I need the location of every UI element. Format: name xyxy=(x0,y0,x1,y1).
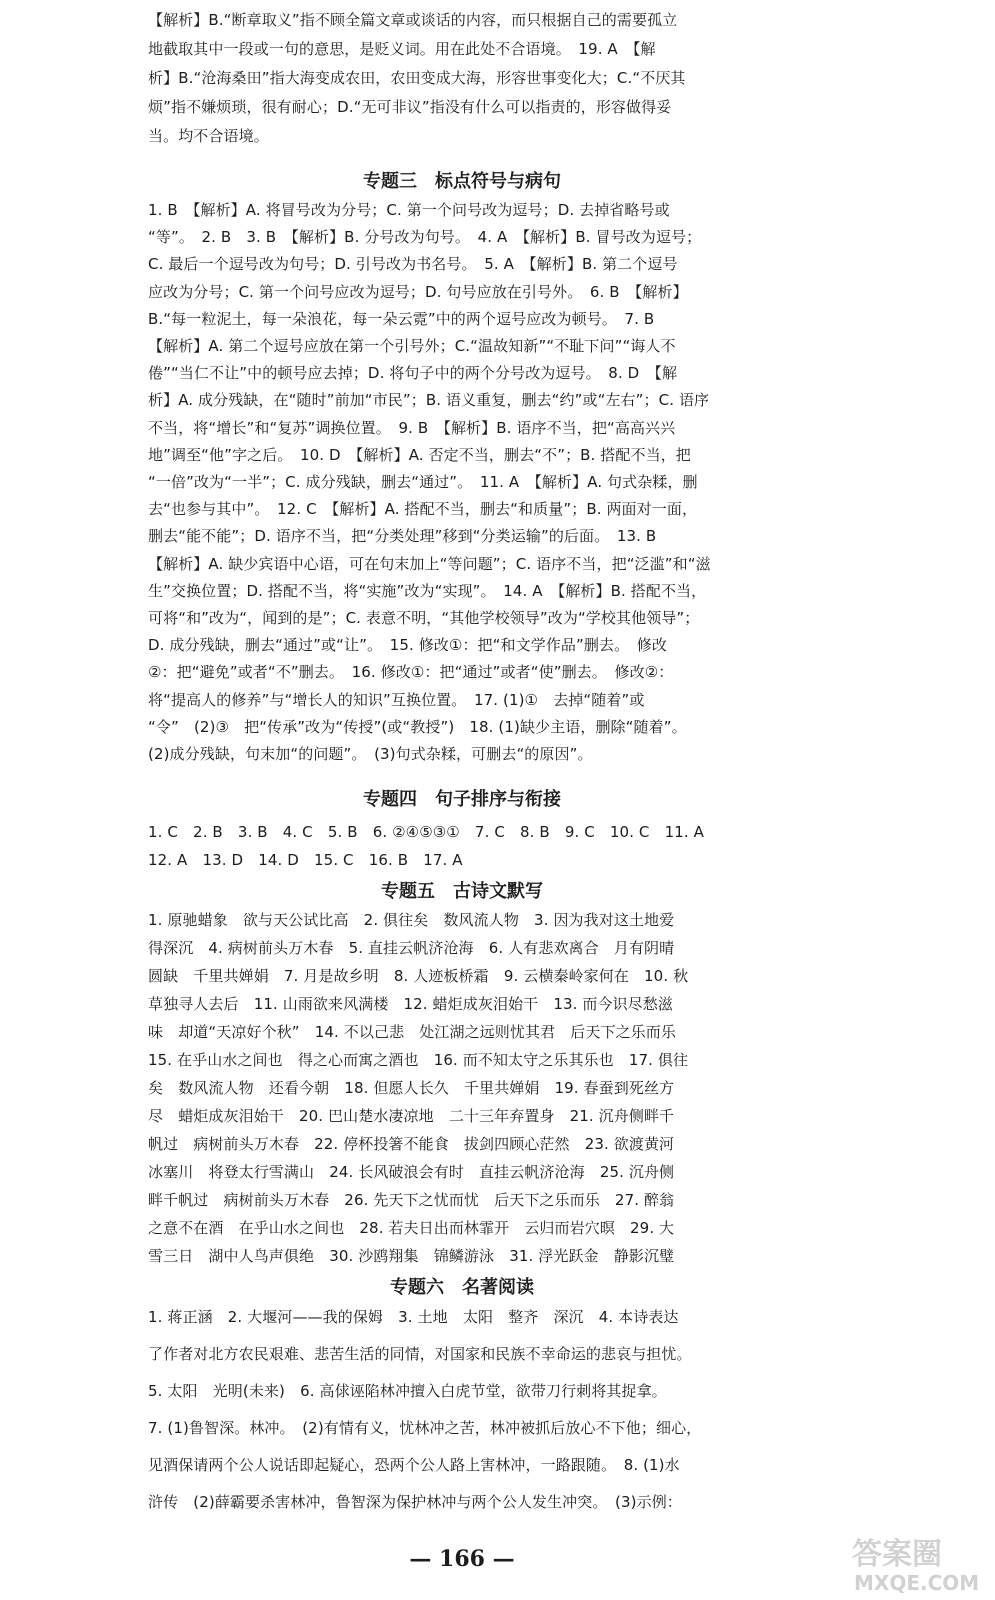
document-page xyxy=(148,0,776,1600)
section-heading-3: 专题三 标点符号与病句 xyxy=(363,171,561,192)
page-number: — 166 — xyxy=(409,1546,515,1572)
text-line: D. 成分残缺，删去“通过”或“让”。 15. 修改①：把“和文学作品”删去。 修改 xyxy=(148,636,667,655)
svg-text:答案圈: 答案圈 xyxy=(852,1537,942,1572)
text-line: 15. 在乎山水之间也 得之心而寓之酒也 16. 而不知太守之乐其乐也 17. 俱往 xyxy=(148,1051,689,1069)
text-line: 矣 数风流人物 还看今朝 18. 但愿人长久 千里共婵娟 19. 春蚕到死丝方 xyxy=(148,1079,675,1097)
text-line: 析】A. 成分残缺，在“随时”前加“市民”；B. 语义重复，删去“约”或“左右”；C. 语序 xyxy=(148,391,710,410)
text-line: 将“提高人的修养”与“增长人的知识”互换位置。 17. (1)① 去掉“随着”或 xyxy=(148,690,645,709)
text-line: 1. 原驰蜡象 欲与天公试比高 2. 俱往矣 数风流人物 3. 因为我对这土地爱 xyxy=(148,911,675,929)
text-line: 雪三日 湖中人鸟声俱绝 30. 沙鸥翔集 锦鳞游泳 31. 浮光跃金 静影沉璧 xyxy=(148,1247,675,1265)
text-line: 得深沉 4. 病树前头万木春 5. 直挂云帆济沧海 6. 人有悲欢离合 月有阴晴 xyxy=(148,939,675,957)
text-line: 析】B.“沧海桑田”指大海变成农田，农田变成大海，形容世事变化大；C.“不厌其 xyxy=(148,69,686,87)
text-line: 12. A 13. D 14. D 15. C 16. B 17. A xyxy=(148,851,463,869)
section-heading-4: 专题四 句子排序与衔接 xyxy=(363,789,561,810)
watermark-logo xyxy=(848,1528,988,1598)
text-line: “等”。 2. B 3. B 【解析】B. 分号改为句号。 4. A 【解析】B. 冒号改为逗号； xyxy=(148,228,702,247)
text-line: 烦”指不嫌烦琐，很有耐心；D.“无可非议”指没有什么可以指责的，形容做得妥 xyxy=(148,98,672,116)
text-line: 地截取其中一段或一句的意思，是贬义词。用在此处不合语境。 19. A 【解 xyxy=(148,40,656,58)
text-line: 了作者对北方农民艰难、悲苦生活的同情，对国家和民族不幸命运的悲哀与担忧。 xyxy=(148,1345,692,1363)
text-line: 【解析】B.“断章取义”指不顾全篇文章或谈话的内容，而只根据自己的需要孤立 xyxy=(148,11,678,29)
text-line: 应改为分号；C. 第一个问号应改为逗号；D. 句号应放在引号外。 6. B 【解析】 xyxy=(148,282,688,301)
text-line: 生”交换位置；D. 搭配不当，将“实施”改为“实现”。 14. A 【解析】B. 搭配不当， xyxy=(148,581,707,600)
text-line: 1. 蒋正涵 2. 大堰河——我的保姆 3. 土地 太阳 整齐 深沉 4. 本诗表达 xyxy=(148,1308,679,1326)
section-heading-5: 专题五 古诗文默写 xyxy=(381,881,543,902)
text-line: 圆缺 千里共婵娟 7. 月是故乡明 8. 人迹板桥霜 9. 云横秦岭家何在 10. 秋 xyxy=(148,967,689,985)
text-line: 见酒保请两个公人说话即起疑心，恐两个公人路上害林冲，一路跟随。 8. (1)水 xyxy=(148,1456,680,1474)
text-line: 味 却道“天凉好个秋” 14. 不以己悲 处江湖之远则忧其君 后天下之乐而乐 xyxy=(148,1023,676,1041)
text-line: 【解析】A. 第二个逗号应放在第一个引号外；C.“温故知新”“不耻下问”“诲人不 xyxy=(148,337,676,355)
text-line: C. 最后一个逗号改为句号；D. 引号改为书名号。 5. A 【解析】B. 第二个逗号 xyxy=(148,255,678,274)
text-line: (2)成分残缺，句末加“的问题”。 (3)句式杂糅，可删去“的原因”。 xyxy=(148,745,593,763)
text-line: B.“每一粒泥土，每一朵浪花，每一朵云霓”中的两个逗号应改为顿号。 7. B xyxy=(148,309,655,328)
section-heading-6: 专题六 名著阅读 xyxy=(390,1277,534,1298)
text-line: 畔千帆过 病树前头万木春 26. 先天下之忧而忧 后天下之乐而乐 27. 醉翁 xyxy=(148,1191,675,1209)
text-line: 帆过 病树前头万木春 22. 停杯投箸不能食 拔剑四顾心茫然 23. 欲渡黄河 xyxy=(148,1135,675,1153)
text-line: 地”调至“他”字之后。 10. D 【解析】A. 否定不当，删去“不”；B. 搭配不当，把 xyxy=(148,445,691,464)
text-line: 5. 太阳 光明(未来) 6. 高俅诬陷林冲擅入白虎节堂，欲带刀行刺将其捉拿。 xyxy=(148,1382,667,1400)
text-line: 浒传 (2)薛霸要杀害林冲，鲁智深为保护林冲与两个公人发生冲突。 (3)示例： xyxy=(148,1493,682,1511)
text-line: 可将“和”改为“，闻到的是”；C. 表意不明，“其他学校领导”改为“学校其他领导”； xyxy=(148,609,700,627)
text-line: 删去“能不能”；D. 语序不当，把“分类处理”移到“分类运输”的后面。 13. B xyxy=(148,527,657,546)
text-line: 冰塞川 将登太行雪满山 24. 长风破浪会有时 直挂云帆济沧海 25. 沉舟侧 xyxy=(148,1163,675,1181)
text-line: 去“也参与其中”。 12. C 【解析】A. 搭配不当，删去“和质量”；B. 两面对一面， xyxy=(148,500,698,519)
text-line: 【解析】A. 缺少宾语中心语，可在句末加上“等问题”；C. 语序不当，把“泛滥”和“滋 xyxy=(148,554,711,573)
text-line: 1. C 2. B 3. B 4. C 5. B 6. ②④⑤③① 7. C 8. B 9. C 10. C 11. A xyxy=(148,823,704,841)
svg-text:MXQE.COM: MXQE.COM xyxy=(854,1571,980,1595)
text-line: “一倍”改为“一半”；C. 成分残缺，删去“通过”。 11. A 【解析】A. 句式杂糅，删 xyxy=(148,473,698,491)
text-line: 倦”“当仁不让”中的顿号应去掉；D. 将句子中的两个分号改为逗号。 8. D 【解 xyxy=(148,364,678,383)
text-line: ②：把“避免”或者“不”删去。 16. 修改①：把“通过”或者“使”删去。 修改②： xyxy=(148,663,674,682)
text-line: 当。均不合语境。 xyxy=(148,127,269,145)
text-line: 尽 蜡炬成灰泪始干 20. 巴山楚水凄凉地 二十三年弃置身 21. 沉舟侧畔千 xyxy=(148,1107,675,1125)
text-line: 草独寻人去后 11. 山雨欲来风满楼 12. 蜡炬成灰泪始干 13. 而今识尽愁滋 xyxy=(148,995,673,1013)
text-line: “令” (2)③ 把“传承”改为“传授”(或“教授”) 18. (1)缺少主语，删除“随着”。 xyxy=(148,717,687,736)
text-line: 之意不在酒 在乎山水之间也 28. 若夫日出而林霏开 云归而岩穴暝 29. 大 xyxy=(148,1219,675,1237)
text-line: 不当，将“增长”和“复苏”调换位置。 9. B 【解析】B. 语序不当，把“高高兴兴 xyxy=(148,418,676,437)
text-line: 1. B 【解析】A. 将冒号改为分号；C. 第一个问号改为逗号；D. 去掉省略号或 xyxy=(148,201,670,219)
text-line: 7. (1)鲁智深。林冲。 (2)有情有义，忧林冲之苦，林冲被抓后放心不下他；细心， xyxy=(148,1419,702,1437)
